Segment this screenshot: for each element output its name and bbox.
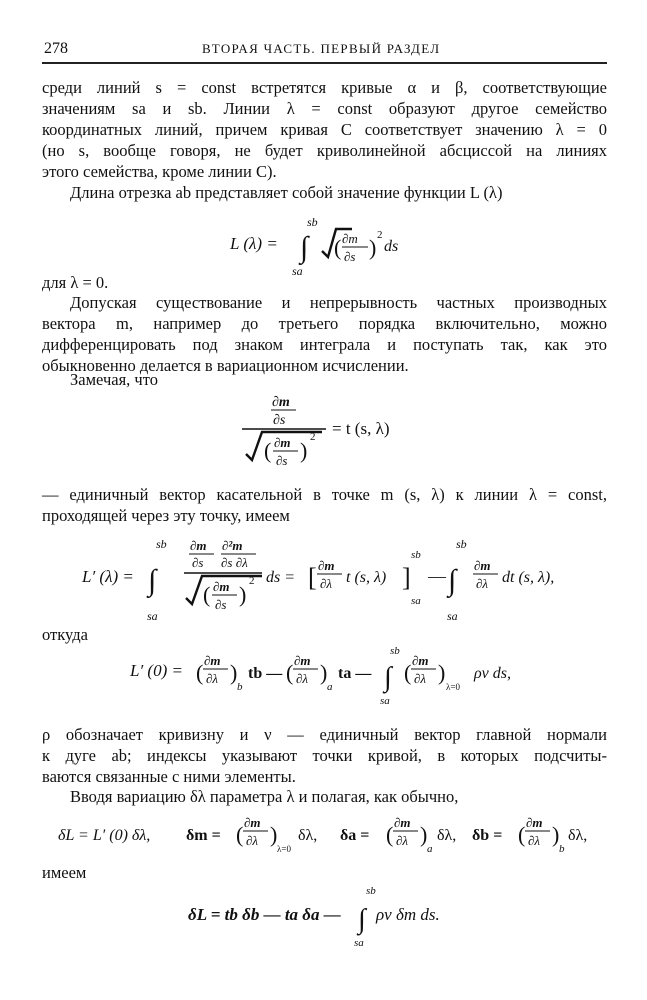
text-line: значениям sa и sb. Линии λ = const образуют другое семейство bbox=[42, 99, 607, 118]
svg-text:∂m: ∂m bbox=[294, 653, 311, 668]
svg-text:∂m: ∂m bbox=[318, 558, 335, 573]
running-title: ВТОРАЯ ЧАСТЬ. ПЕРВЫЙ РАЗДЕЛ bbox=[202, 41, 441, 56]
upper-limit: sb bbox=[307, 215, 318, 229]
svg-text:ρν δm ds.: ρν δm ds. bbox=[376, 905, 440, 924]
formula-lhs: L′ (λ) = bbox=[82, 567, 134, 586]
svg-text:∂s: ∂s bbox=[192, 555, 204, 570]
integral-sign: ∫ bbox=[148, 564, 157, 597]
svg-text:t (s, λ): t (s, λ) bbox=[346, 569, 387, 586]
svg-text:(: ( bbox=[518, 822, 526, 847]
svg-text:(: ( bbox=[286, 660, 294, 685]
svg-text:a: a bbox=[327, 681, 333, 693]
svg-text:(: ( bbox=[264, 438, 272, 463]
svg-text:∂m: ∂m bbox=[213, 579, 230, 594]
paragraph-8 bbox=[42, 724, 607, 787]
svg-text:∂m: ∂m bbox=[274, 435, 291, 450]
svg-text:∫: ∫ bbox=[448, 564, 457, 597]
formula-ds: ds bbox=[384, 238, 399, 255]
formula-lhs: L (λ) = bbox=[230, 234, 278, 253]
paragraph-6 bbox=[42, 484, 607, 526]
left-paren: ( bbox=[334, 235, 342, 260]
svg-text:δλ,: δλ, bbox=[437, 827, 457, 844]
svg-text:∂λ: ∂λ bbox=[396, 833, 409, 848]
paragraph-7: откуда bbox=[42, 625, 88, 644]
text-line: обыкновенно делается в вариационном исчислении. bbox=[42, 356, 409, 375]
formula-derivative bbox=[0, 528, 647, 623]
formula-rhs: = t (s, λ) bbox=[332, 419, 390, 438]
page-number: 278 bbox=[44, 40, 68, 57]
svg-text:2: 2 bbox=[249, 575, 255, 587]
paragraph-2: Длина отрезка ab представляет собой значение функции L (λ) bbox=[70, 183, 503, 202]
paragraph-4 bbox=[42, 292, 607, 376]
svg-text:): ) bbox=[239, 582, 247, 607]
svg-text:δL = tb δb — ta δa —: δL = tb δb — ta δa — bbox=[188, 905, 341, 924]
svg-text:∂m: ∂m bbox=[412, 653, 429, 668]
svg-text:(: ( bbox=[203, 582, 211, 607]
svg-text:∫: ∫ bbox=[384, 662, 392, 693]
svg-text:sb: sb bbox=[411, 549, 421, 561]
text-line: — единичный вектор касательной в точке m (s, λ) к линии λ = const, bbox=[42, 485, 607, 504]
svg-text:∂²m: ∂²m bbox=[222, 538, 243, 553]
partial-m: ∂m bbox=[342, 231, 358, 246]
svg-text:(: ( bbox=[386, 822, 394, 847]
text-line: этого семейства, кроме линии C). bbox=[42, 162, 277, 181]
svg-text:ds =: ds = bbox=[266, 569, 296, 586]
svg-text:sb: sb bbox=[366, 885, 376, 897]
svg-text:b: b bbox=[237, 681, 243, 693]
svg-text:tb —: tb — bbox=[248, 665, 283, 682]
svg-text:δa =: δa = bbox=[340, 827, 370, 844]
svg-text:): ) bbox=[230, 660, 238, 685]
svg-text:∂λ: ∂λ bbox=[206, 671, 219, 686]
svg-text:a: a bbox=[427, 843, 433, 855]
text-line: вектора m, например до третьего порядка включительно, можно bbox=[42, 314, 607, 333]
svg-text:ta —: ta — bbox=[338, 665, 372, 682]
svg-text:sb: sb bbox=[390, 645, 400, 657]
svg-text:∂m: ∂m bbox=[190, 538, 207, 553]
svg-text:∂s ∂λ: ∂s ∂λ bbox=[221, 555, 248, 570]
svg-text:∂m: ∂m bbox=[394, 815, 411, 830]
formula-tangent bbox=[0, 388, 647, 478]
svg-text:∂m: ∂m bbox=[204, 653, 221, 668]
text-line: среди линий s = const встретятся кривые α и β, соответствующие bbox=[42, 78, 607, 97]
svg-text:sb: sb bbox=[456, 537, 467, 551]
lower-limit: sa bbox=[292, 264, 303, 278]
svg-text:sb: sb bbox=[156, 537, 167, 551]
svg-text:sa: sa bbox=[447, 609, 458, 623]
svg-text:b: b bbox=[559, 843, 565, 855]
partial-s: ∂s bbox=[273, 413, 286, 428]
exponent-2: 2 bbox=[377, 229, 383, 241]
text-line: дифференцировать под знаком интеграла и поступать так, как это bbox=[42, 335, 607, 354]
svg-text:sa: sa bbox=[380, 695, 390, 707]
svg-text:∂m: ∂m bbox=[526, 815, 543, 830]
svg-text:): ) bbox=[270, 822, 278, 847]
svg-text:∂λ: ∂λ bbox=[246, 833, 259, 848]
svg-text:∂λ: ∂λ bbox=[476, 576, 489, 591]
paragraph-3: для λ = 0. bbox=[42, 273, 109, 292]
text-line: проходящей через эту точку, имеем bbox=[42, 506, 290, 525]
svg-text:(: ( bbox=[236, 822, 244, 847]
formula-delta-l bbox=[0, 880, 647, 952]
svg-text:): ) bbox=[420, 822, 428, 847]
paragraph-9: Вводя вариацию δλ параметра λ и полагая, как обычно, bbox=[70, 787, 459, 806]
svg-text:∂λ: ∂λ bbox=[528, 833, 541, 848]
svg-text:∂λ: ∂λ bbox=[414, 671, 427, 686]
text-line: (но s, вообще говоря, не будет криволинейной абсциссой на линиях bbox=[42, 141, 607, 160]
svg-text:]: ] bbox=[402, 563, 411, 592]
svg-text:sa: sa bbox=[147, 609, 158, 623]
paragraph-1 bbox=[42, 77, 607, 182]
svg-text:(: ( bbox=[404, 660, 412, 685]
svg-text:dt (s, λ),: dt (s, λ), bbox=[502, 569, 555, 586]
svg-text:δb =: δb = bbox=[472, 827, 503, 844]
svg-text:(: ( bbox=[196, 660, 204, 685]
svg-text:sa: sa bbox=[354, 937, 364, 949]
partial-s: ∂s bbox=[344, 249, 356, 264]
svg-text:∂λ: ∂λ bbox=[320, 576, 333, 591]
svg-text:): ) bbox=[300, 438, 308, 463]
svg-text:δL = L′ (0) δλ,: δL = L′ (0) δλ, bbox=[58, 827, 151, 844]
formula-length bbox=[0, 205, 647, 280]
text-line: ρ обозначает кривизну и ν — единичный вектор главной нормали bbox=[42, 725, 607, 744]
svg-text:∂s: ∂s bbox=[276, 453, 288, 468]
svg-text:λ=0: λ=0 bbox=[277, 844, 291, 854]
svg-text:): ) bbox=[320, 660, 328, 685]
paragraph-10: имеем bbox=[42, 863, 87, 882]
svg-text:δλ,: δλ, bbox=[298, 827, 318, 844]
header-rule bbox=[42, 62, 607, 64]
svg-text:λ=0: λ=0 bbox=[446, 682, 460, 692]
formula-variations bbox=[0, 812, 647, 864]
text-line: к дуге ab; индексы указывают точки кривой, в которых подсчиты- bbox=[42, 746, 607, 765]
svg-text:sa: sa bbox=[411, 595, 421, 607]
svg-text:∂s: ∂s bbox=[215, 597, 227, 612]
formula-lhs: L′ (0) = bbox=[130, 661, 183, 680]
partial-m: ∂m bbox=[272, 395, 290, 410]
text-line: координатных линий, причем кривая C соответствует значению λ = 0 bbox=[42, 120, 607, 139]
svg-text:2: 2 bbox=[310, 431, 316, 443]
svg-text:∂m: ∂m bbox=[474, 558, 491, 573]
svg-text:∂m: ∂m bbox=[244, 815, 261, 830]
svg-text:ρν ds,: ρν ds, bbox=[474, 665, 512, 682]
svg-text:δλ,: δλ, bbox=[568, 827, 588, 844]
svg-text:δm =: δm = bbox=[186, 827, 221, 844]
right-paren: ) bbox=[369, 235, 377, 260]
integral-sign: ∫ bbox=[300, 231, 309, 264]
svg-text:[: [ bbox=[308, 563, 317, 592]
formula-derivative-zero bbox=[0, 640, 647, 710]
svg-text:∫: ∫ bbox=[358, 904, 366, 935]
text-line: Допуская существование и непрерывность частных производных bbox=[70, 293, 607, 312]
text-line: ваются связанные с ними элементы. bbox=[42, 767, 296, 786]
paragraph-5: Замечая, что bbox=[70, 370, 158, 389]
svg-text:∂λ: ∂λ bbox=[296, 671, 309, 686]
svg-text:): ) bbox=[552, 822, 560, 847]
svg-text:—: — bbox=[428, 566, 446, 586]
svg-text:): ) bbox=[438, 660, 446, 685]
